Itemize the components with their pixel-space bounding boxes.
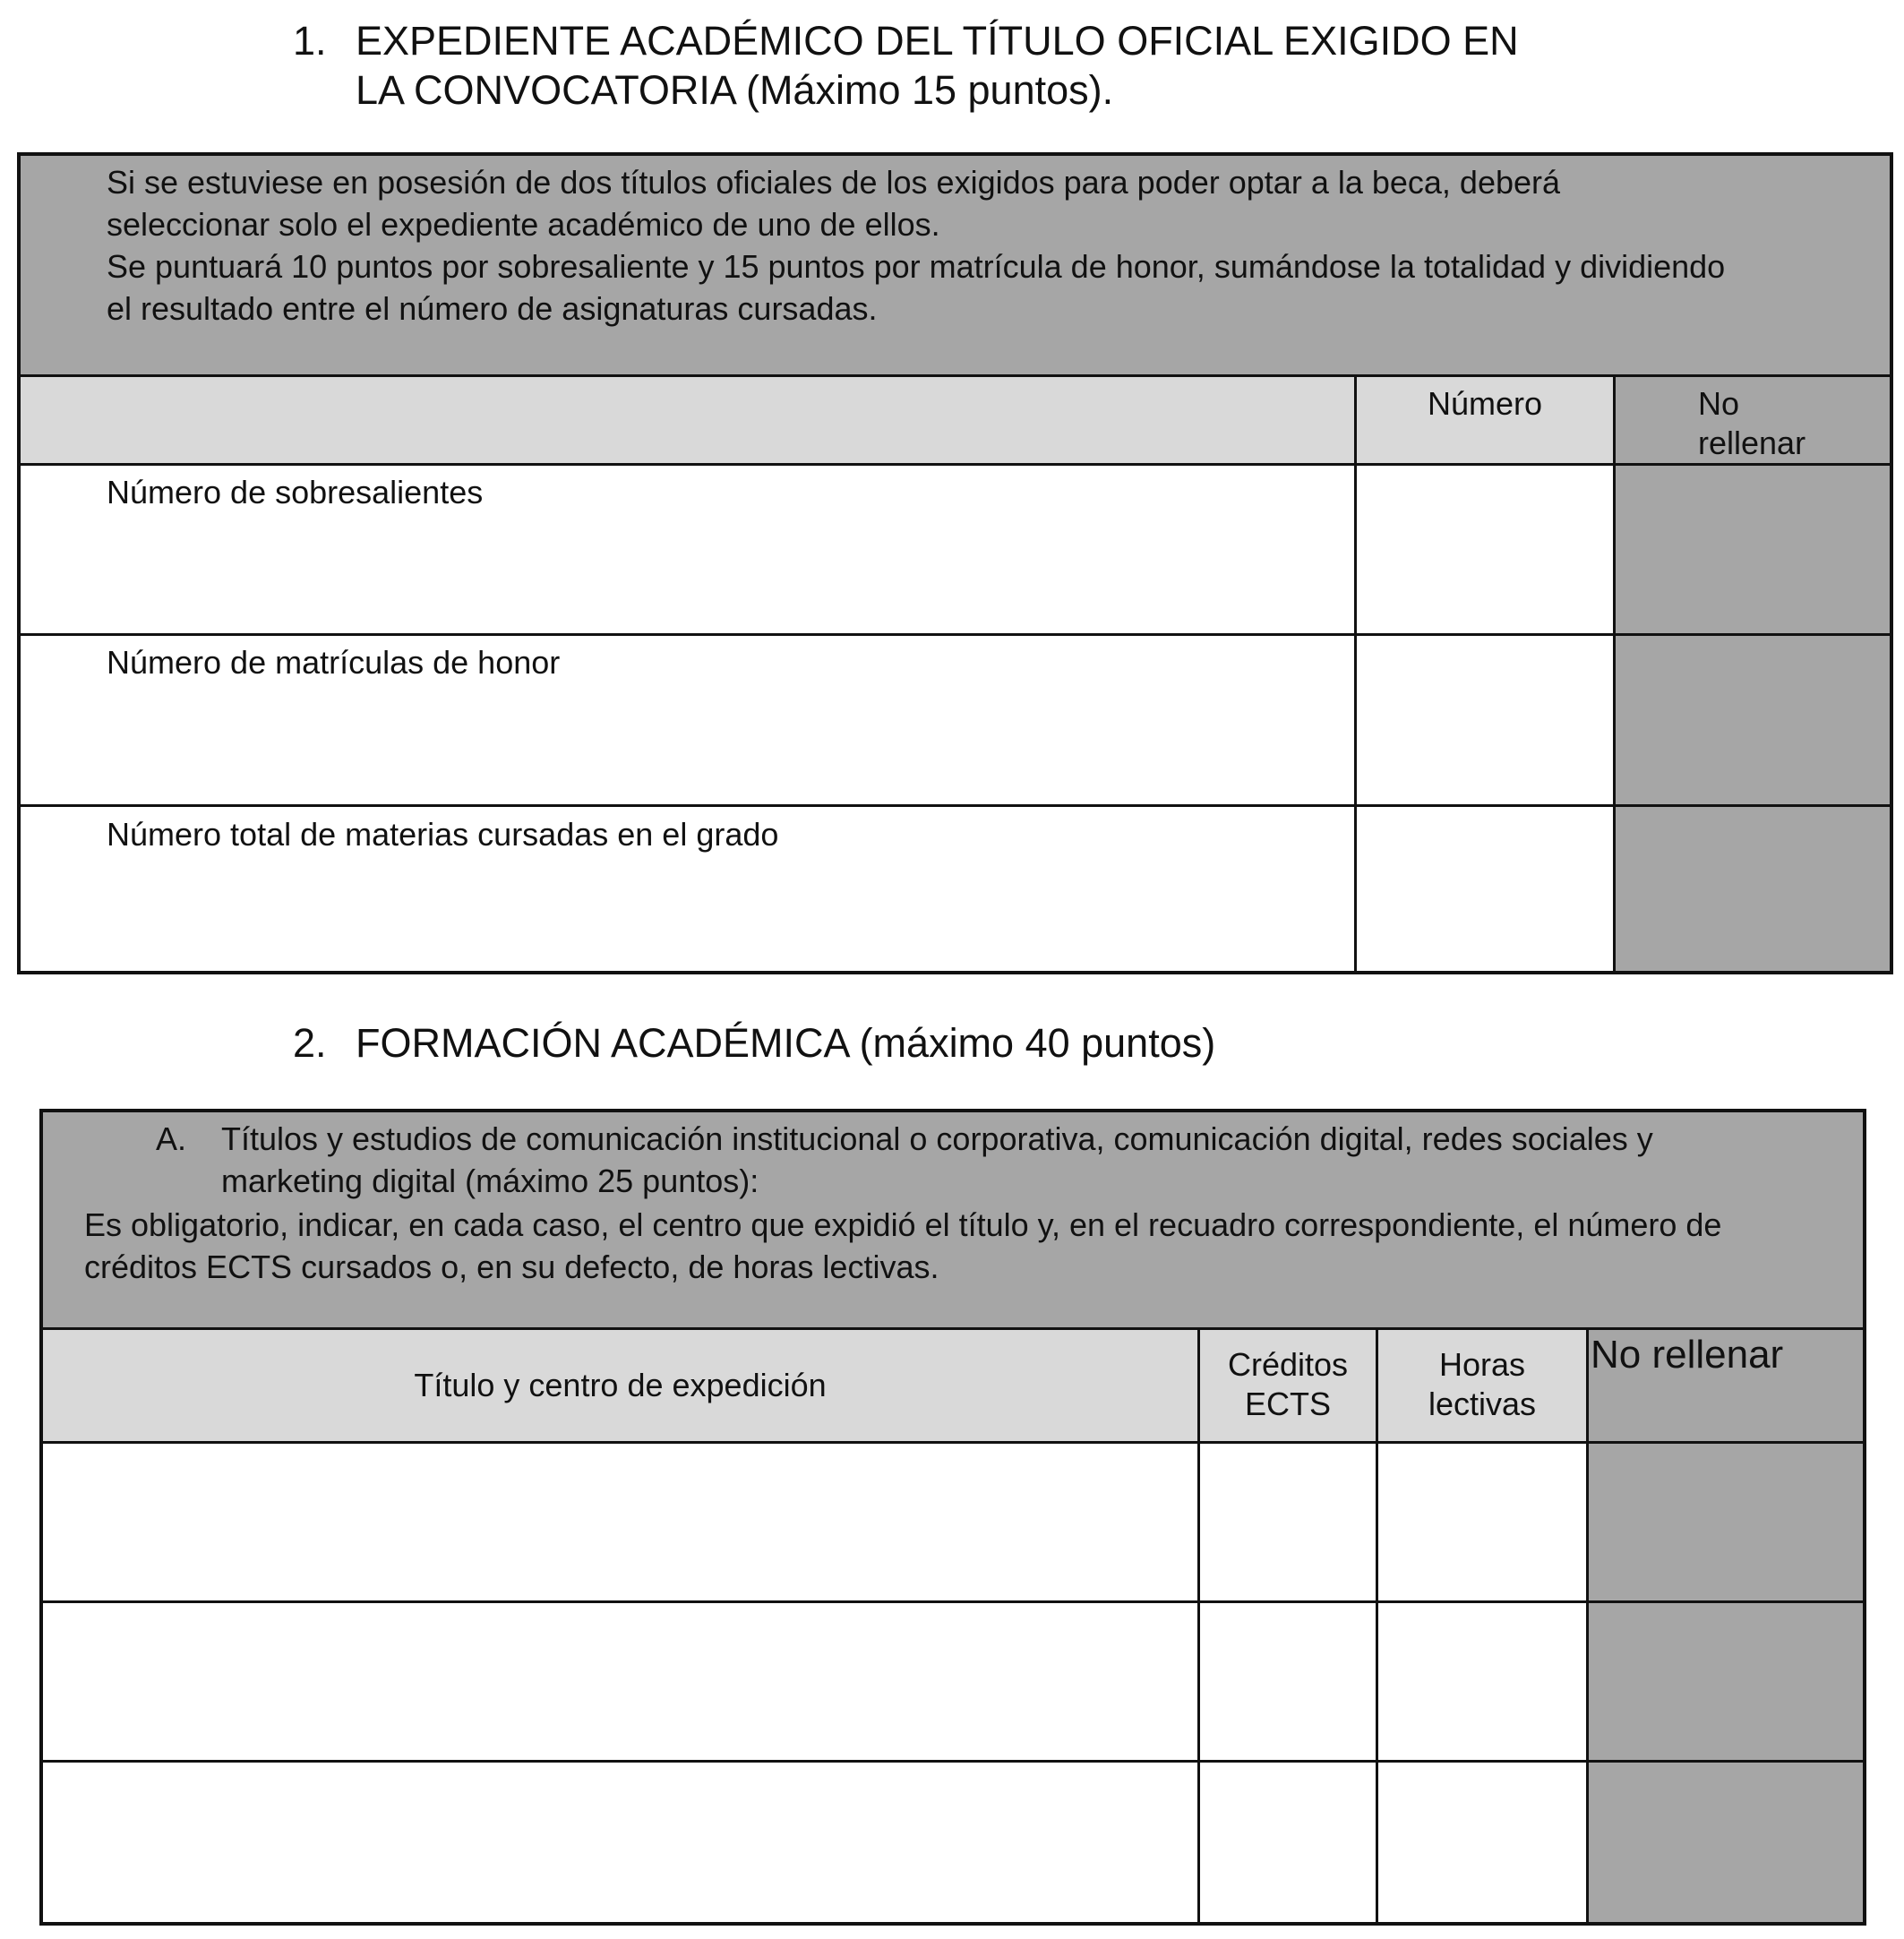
horas-field[interactable] [1378,1763,1586,1922]
subsection-title-line-2: marketing digital (máximo 25 puntos): [221,1163,759,1199]
numero-total-materias-field[interactable] [1357,807,1613,971]
header-titulo [43,1330,1197,1441]
subsection-title-line-1: Títulos y estudios de comunicación institucional o corporativa, comunicación digital, redes sociales y [221,1120,1653,1157]
header-numero-label: Número [1427,385,1543,422]
academic-training-instructions [43,1112,1863,1327]
horas-field[interactable] [1378,1444,1586,1600]
section-2-heading [293,1018,1636,1068]
section-2-number: 2. [293,1020,327,1066]
section-1-heading [293,16,1636,115]
header-numero [1357,377,1613,463]
numero-matriculas-field[interactable] [1357,636,1613,804]
row-label-sobresalientes: Número de sobresalientes [107,474,484,510]
no-rellenar-cell [1616,807,1890,971]
header-no-rellenar-2 [1589,1330,1863,1441]
header-no-rellenar [1616,377,1890,463]
header-horas-line-2: lectivas [1428,1386,1537,1422]
no-rellenar-cell [1616,636,1890,804]
header-no-rellenar-2-label: No rellenar [1591,1333,1784,1377]
instruction-line: Si se estuviese en posesión de dos títulos oficiales de los exigidos para poder optar a la beca, deberá [107,164,1561,201]
header-titulo-label: Título y centro de expedición [414,1367,827,1403]
section-1-number: 1. [293,18,327,64]
row-label-matriculas: Número de matrículas de honor [107,644,561,681]
no-rellenar-cell [1589,1603,1863,1760]
instruction-line: créditos ECTS cursados o, en su defecto, de horas lectivas. [84,1248,939,1285]
subsection-letter: A. [156,1120,187,1157]
header-no-rellenar-line-2: rellenar [1698,425,1806,461]
creditos-field[interactable] [1200,1603,1376,1760]
titulo-field[interactable] [43,1603,1197,1760]
instruction-line: el resultado entre el número de asignaturas cursadas. [107,290,878,327]
no-rellenar-cell [1589,1763,1863,1922]
numero-sobresalientes-field[interactable] [1357,466,1613,633]
no-rellenar-cell [1616,466,1890,633]
header-horas-line-1: Horas [1438,1346,1526,1383]
titulo-field[interactable] [43,1444,1197,1600]
academic-training-table [39,1109,1866,1926]
instruction-line: Se puntuará 10 puntos por sobresaliente y 15 puntos por matrícula de honor, sumándose la totalidad y dividiendo [107,248,1726,285]
instruction-line: seleccionar solo el expediente académico de uno de ellos. [107,206,940,243]
academic-record-header-row [21,377,1354,463]
header-no-rellenar-line-1: No [1698,385,1740,422]
academic-record-table [17,152,1893,974]
creditos-field[interactable] [1200,1763,1376,1922]
titulo-field[interactable] [43,1763,1197,1922]
header-creditos-line-1: Créditos [1227,1346,1349,1383]
header-creditos [1200,1330,1376,1441]
row-label-total-materias: Número total de materias cursadas en el grado [107,816,779,853]
academic-record-instructions [21,156,1890,374]
section-2-title: FORMACIÓN ACADÉMICA (máximo 40 puntos) [356,1020,1216,1066]
horas-field[interactable] [1378,1603,1586,1760]
section-1-title-line-1: EXPEDIENTE ACADÉMICO DEL TÍTULO OFICIAL EXIGIDO EN [356,18,1519,64]
creditos-field[interactable] [1200,1444,1376,1600]
header-horas [1378,1330,1586,1441]
no-rellenar-cell [1589,1444,1863,1600]
section-1-title-line-2: LA CONVOCATORIA (Máximo 15 puntos). [356,67,1114,113]
instruction-line: Es obligatorio, indicar, en cada caso, el centro que expidió el título y, en el recuadro correspondiente, el número de [84,1206,1722,1243]
header-creditos-line-2: ECTS [1244,1386,1331,1422]
